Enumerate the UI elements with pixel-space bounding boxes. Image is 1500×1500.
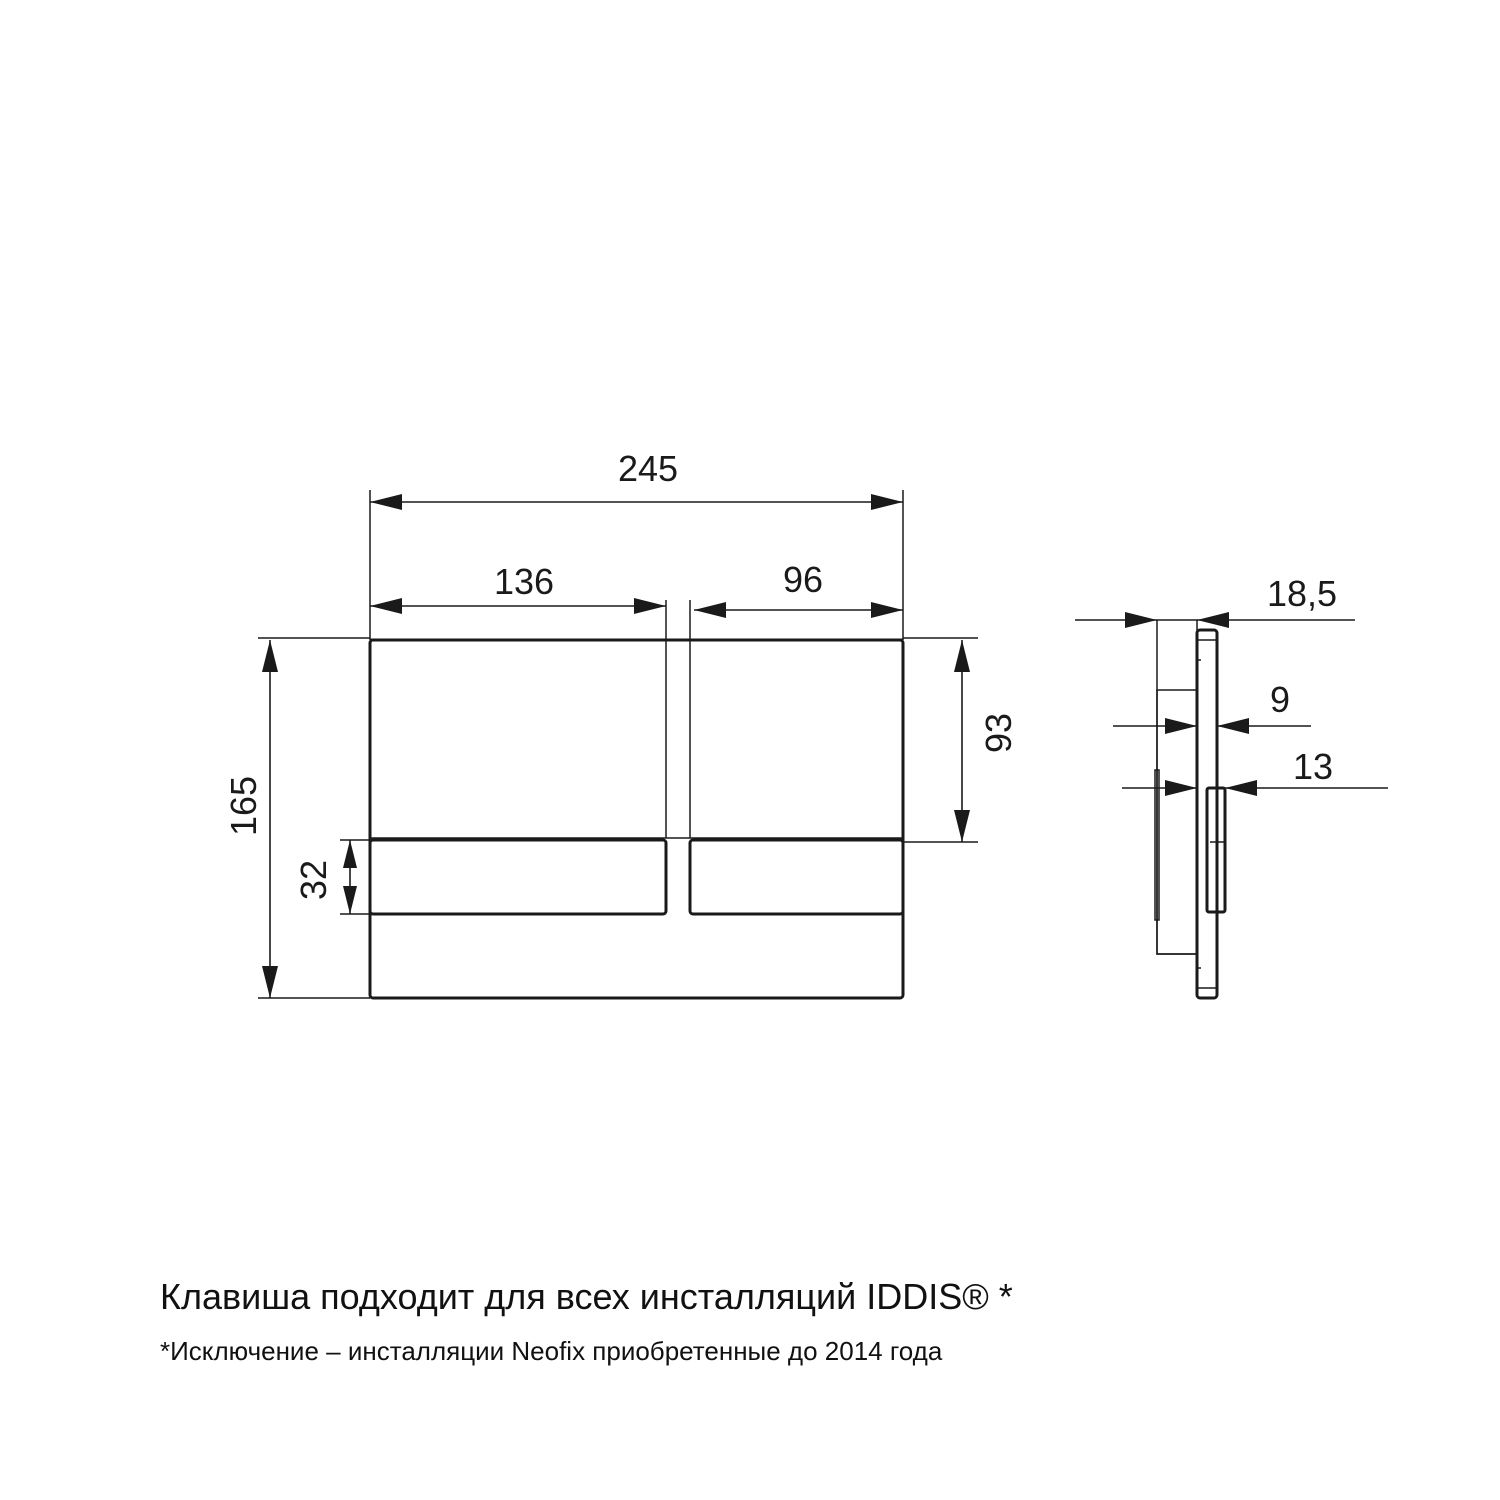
dim-136-label: 136 xyxy=(493,561,555,602)
caption-footnote: *Исключение – инсталляции Neofix приобретенные до 2014 года xyxy=(160,1336,943,1366)
dimension-18-5 xyxy=(1075,573,1355,628)
plate-outline xyxy=(370,640,903,998)
dim-96-label: 96 xyxy=(782,559,824,600)
dim-245-label: 245 xyxy=(617,448,679,489)
dimension-136 xyxy=(370,561,666,614)
front-view xyxy=(370,640,903,998)
dim-9-label: 9 xyxy=(1269,679,1291,720)
dim-13-label: 13 xyxy=(1292,746,1334,787)
front-extension-lines xyxy=(258,490,978,998)
caption-title: Клавиша подходит для всех инсталляций IDDIS® * xyxy=(160,1276,1013,1317)
dim-32-label: 32 xyxy=(293,859,334,901)
dim-18-5-label: 18,5 xyxy=(1266,573,1338,614)
dimension-93 xyxy=(954,640,1019,842)
dimension-96 xyxy=(694,559,903,618)
dimension-9 xyxy=(1113,679,1311,734)
small-flush-key-left xyxy=(370,840,666,914)
dim-93-label: 93 xyxy=(978,712,1019,754)
dimension-245 xyxy=(370,448,903,510)
dimension-13 xyxy=(1122,746,1388,796)
dimension-165 xyxy=(223,640,278,998)
dim-165-label: 165 xyxy=(223,775,264,837)
dimension-32 xyxy=(293,840,357,914)
small-flush-key-right xyxy=(690,840,903,914)
side-view xyxy=(1155,620,1225,998)
